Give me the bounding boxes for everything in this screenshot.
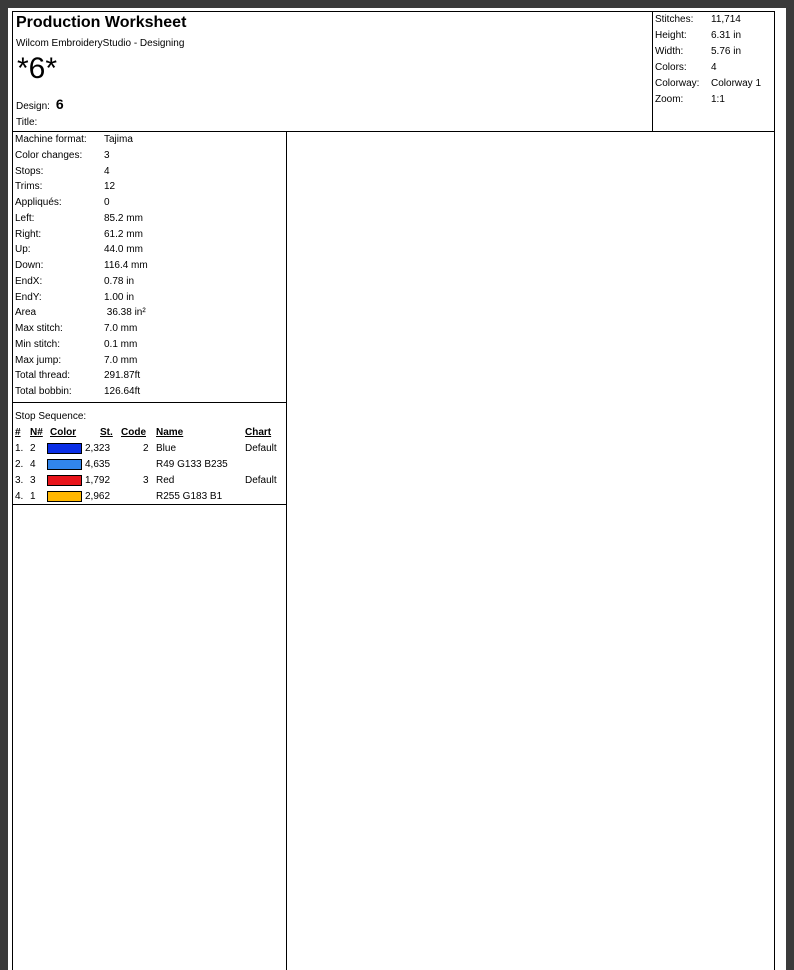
stat-value: 1:1: [711, 94, 725, 105]
divider: [13, 504, 286, 505]
spec-row: [15, 132, 133, 148]
spec-row: [15, 337, 137, 353]
row-code: 2: [143, 443, 149, 454]
spec-label: Right:: [15, 228, 42, 240]
sequence-row: [13, 473, 286, 489]
color-swatch: [47, 475, 82, 486]
spec-row: [15, 305, 146, 321]
row-needle: 1: [30, 491, 36, 502]
row-stitches: 1,792: [85, 475, 111, 486]
row-name: Blue: [156, 443, 177, 454]
row-num: 3.: [15, 475, 24, 486]
design-preview-area: [286, 131, 775, 970]
spec-value: 7.0 mm: [104, 323, 138, 334]
spec-row: [15, 195, 110, 211]
design-label: Design:: [16, 101, 50, 112]
spec-label: Total thread:: [15, 370, 71, 382]
stat-label: Colors:: [655, 62, 687, 73]
stat-label: Stitches:: [655, 14, 694, 25]
spec-label: Left:: [15, 212, 35, 224]
spec-value: 3: [104, 149, 110, 161]
stat-value: 11,714: [711, 14, 741, 25]
spec-row: [15, 290, 134, 306]
row-name: R255 G183 B1: [156, 491, 223, 502]
stat-row: [655, 28, 741, 44]
col-stitches: St.: [100, 427, 113, 438]
spec-row: [15, 227, 143, 243]
stat-value: 5.76 in: [711, 46, 742, 57]
spec-value: 12: [104, 181, 116, 193]
spec-label: Color changes:: [15, 149, 83, 161]
spec-row: [15, 353, 137, 369]
header-panel: [12, 11, 653, 132]
stat-label: Colorway:: [655, 78, 700, 89]
spec-row: [15, 368, 140, 384]
stat-value: 4: [711, 62, 717, 73]
spec-row: [15, 148, 110, 164]
stat-row: [655, 44, 741, 60]
divider: [13, 402, 286, 403]
row-chart: Default: [245, 475, 277, 486]
stat-label: Height:: [655, 30, 687, 41]
spec-value: 44.0 mm: [104, 244, 143, 256]
design-value: 6: [55, 96, 64, 112]
color-swatch: [47, 459, 82, 470]
row-code: 3: [143, 475, 149, 486]
col-name: Name: [156, 427, 184, 438]
spec-label: Trims:: [15, 181, 43, 193]
stat-row: [655, 60, 717, 76]
spec-label: Total bobbin:: [15, 386, 72, 397]
spec-row: [15, 384, 140, 400]
row-num: 1.: [15, 443, 24, 454]
spec-value: 36.38 in²: [104, 307, 146, 319]
spec-label: Min stitch:: [15, 338, 61, 350]
stat-value: Colorway 1: [711, 78, 762, 89]
row-stitches: 2,962: [85, 491, 111, 502]
spec-row: [15, 164, 110, 180]
col-num: #: [15, 427, 21, 438]
spec-value: 0.78 in: [104, 275, 135, 287]
spec-row: [15, 321, 137, 337]
title-label: Title:: [16, 117, 38, 128]
row-stitches: 2,323: [85, 443, 111, 454]
spec-value: 85.2 mm: [104, 212, 143, 224]
spec-value: 291.87ft: [104, 370, 141, 382]
spec-value: 61.2 mm: [104, 228, 143, 240]
page-title: Production Worksheet: [16, 14, 187, 31]
design-field: [16, 96, 64, 112]
row-name: R49 G133 B235: [156, 459, 228, 470]
col-color: Color: [50, 427, 77, 438]
spec-row: [15, 179, 115, 195]
col-code: Code: [121, 427, 146, 438]
row-stitches: 4,635: [85, 459, 111, 470]
worksheet-page: [8, 8, 786, 970]
sequence-header: [13, 425, 286, 441]
spec-label: Up:: [15, 244, 31, 256]
spec-row: [15, 242, 143, 258]
stat-row: [655, 12, 741, 28]
color-swatch: [47, 491, 82, 502]
row-needle: 2: [30, 443, 36, 454]
design-name-large: *6*: [17, 52, 58, 85]
spec-value: Tajima: [104, 134, 133, 145]
col-chart: Chart: [245, 427, 272, 438]
spec-label: Max jump:: [15, 354, 62, 366]
row-num: 4.: [15, 491, 24, 502]
spec-label: Machine format:: [15, 134, 87, 145]
spec-value: 7.0 mm: [104, 354, 138, 366]
color-swatch: [47, 443, 82, 454]
stats-panel: [652, 11, 775, 132]
stat-label: Zoom:: [655, 94, 684, 105]
spec-label: Max stitch:: [15, 323, 63, 334]
spec-row: [15, 258, 148, 274]
row-num: 2.: [15, 459, 24, 470]
spec-label: Stops:: [15, 165, 44, 177]
stat-value: 6.31 in: [711, 30, 742, 41]
row-chart: Default: [245, 443, 277, 454]
spec-value: 1.00 in: [104, 291, 135, 303]
spec-row: [15, 211, 143, 227]
spec-value: 4: [104, 165, 110, 177]
row-needle: 4: [30, 459, 36, 470]
spec-label: EndX:: [15, 275, 43, 287]
spec-value: 0: [104, 197, 110, 208]
stat-label: Width:: [655, 46, 684, 57]
stat-row: [655, 92, 725, 108]
left-column: [12, 131, 287, 970]
spec-value: 126.64ft: [104, 386, 141, 397]
sequence-row: [13, 489, 286, 505]
spec-label: Down:: [15, 260, 44, 271]
sequence-row: [13, 441, 286, 457]
spec-label: Appliqués:: [15, 197, 62, 208]
spec-label: EndY:: [15, 291, 42, 303]
row-needle: 3: [30, 475, 36, 486]
spec-row: [15, 274, 134, 290]
stat-row: [655, 76, 761, 92]
stop-sequence-label: Stop Sequence:: [15, 411, 87, 422]
spec-label: Area: [15, 307, 37, 319]
spec-value: 0.1 mm: [104, 338, 138, 350]
software-subtitle: Wilcom EmbroideryStudio - Designing: [16, 38, 185, 49]
sequence-row: [13, 457, 286, 473]
row-name: Red: [156, 475, 175, 486]
spec-value: 116.4 mm: [104, 260, 148, 271]
col-needle: N#: [30, 427, 43, 438]
